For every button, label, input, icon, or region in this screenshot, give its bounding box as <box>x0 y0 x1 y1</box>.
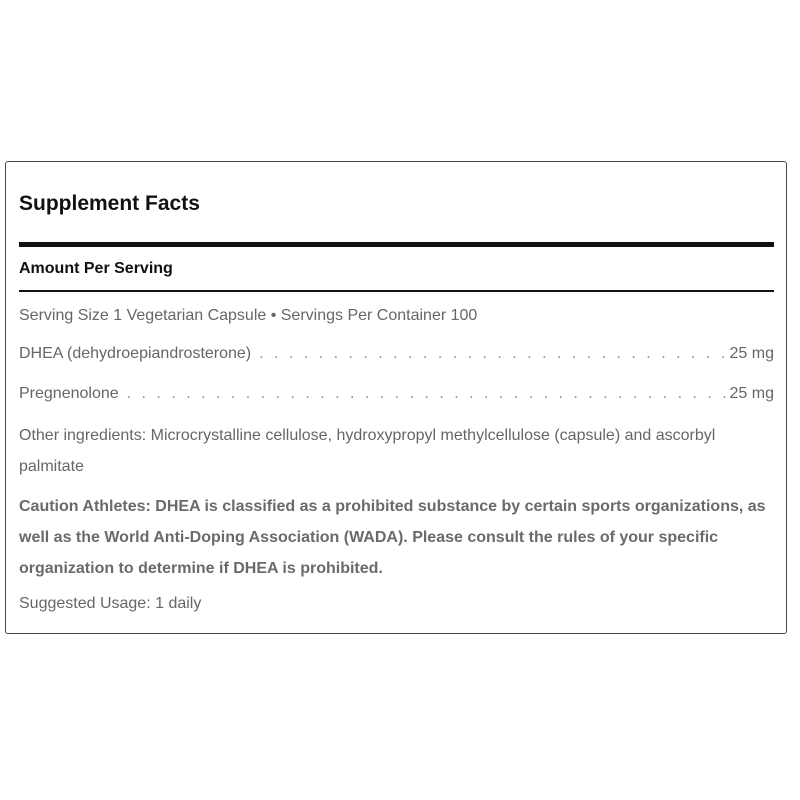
thick-divider <box>19 242 774 247</box>
other-ingredients: Other ingredients: Microcrystalline cellulose, hydroxypropyl methylcellulose (capsule) and ascorbyl palmitate <box>19 427 716 475</box>
ingredient-row-dhea <box>19 345 774 363</box>
thin-divider <box>19 290 774 292</box>
ingredient-name: DHEA (dehydroepiandrosterone) <box>19 345 252 362</box>
ingredient-name: Pregnenolone <box>19 385 119 402</box>
dot-leader <box>259 345 727 363</box>
serving-info: Serving Size 1 Vegetarian Capsule • Servings Per Container 100 <box>19 307 478 324</box>
ingredient-amount: 25 mg <box>729 345 774 362</box>
supplement-facts-panel <box>5 161 787 634</box>
caution-notice: Caution Athletes: DHEA is classified as a prohibited substance by certain sports organizations, as well as the World Anti-Doping Association (WADA). Please consult the rules of your specific organization to determine if DHEA is prohibited. <box>19 498 766 577</box>
amount-per-serving-heading: Amount Per Serving <box>19 260 173 277</box>
ingredient-amount: 25 mg <box>729 385 774 402</box>
suggested-usage: Suggested Usage: 1 daily <box>19 595 202 612</box>
ingredient-row-pregnenolone <box>19 385 774 403</box>
panel-title: Supplement Facts <box>19 192 200 215</box>
dot-leader <box>127 385 728 403</box>
